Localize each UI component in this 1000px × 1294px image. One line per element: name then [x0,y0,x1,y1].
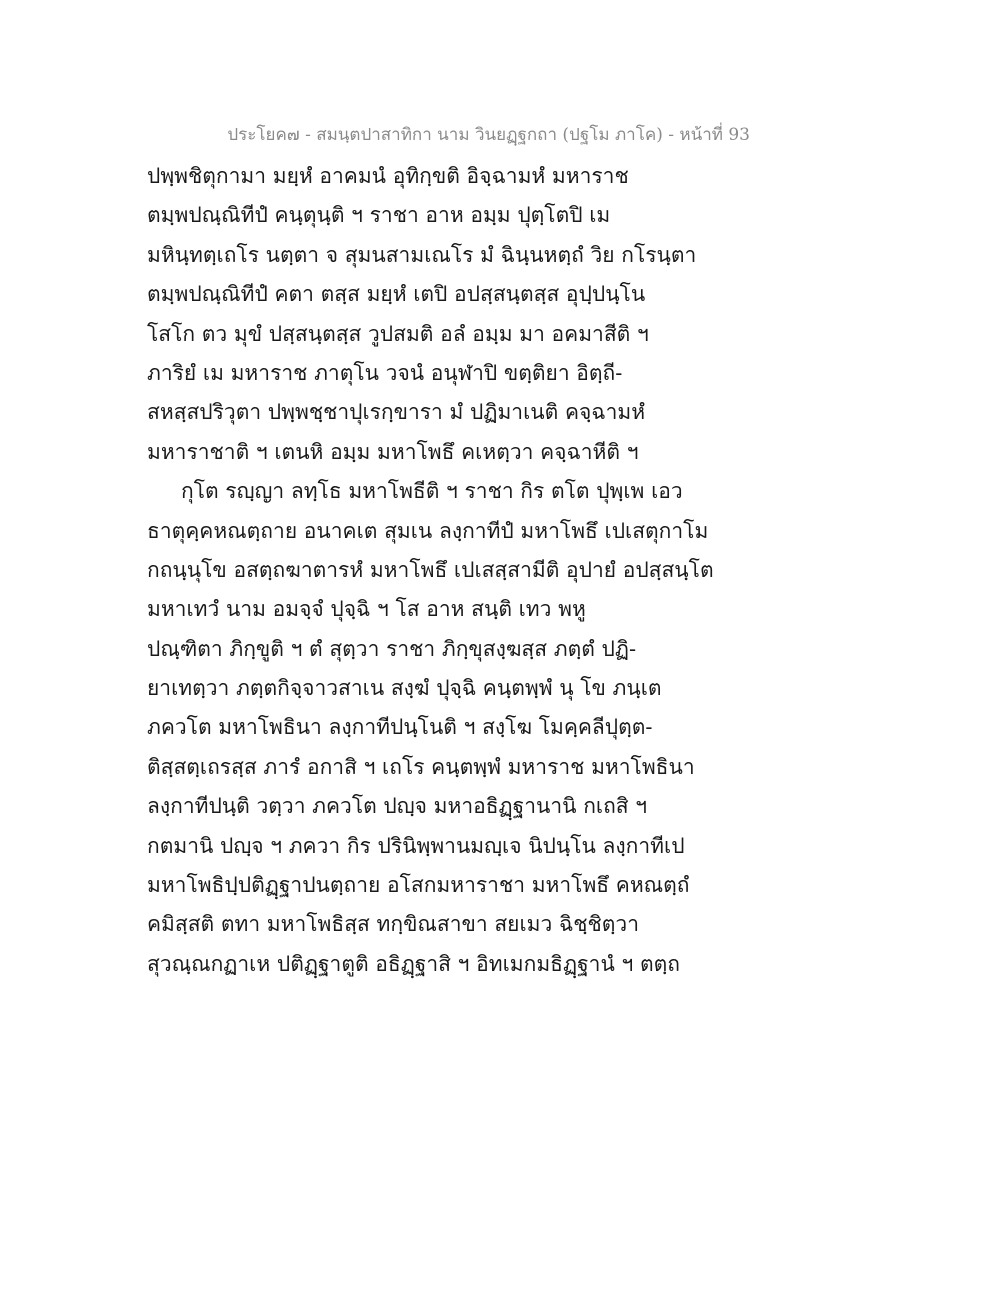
body-text [147,157,714,984]
text-line-17: ลงฺกาทีปนฺติ วตฺวา ภควโต ปญฺจ มหาอธิฏฺฐานานิ กเถสิ ฯ [147,794,648,819]
text-line-3: มหินฺทตฺเถโร นตฺตา จ สุมนสามเณโร มํ ฉินฺนหตฺถํ วิย กโรนฺตา [147,242,697,267]
text-line-11: กถนฺนุโข อสตฺถฆาตารหํ มหาโพธึ เปเสสฺสามีติ อุปายํ อปสฺสนฺโต [147,557,714,582]
text-line-14: ยาเทตฺวา ภตฺตกิจฺจาวสาเน สงฺฆํ ปุจฺฉิ คนฺตพฺพํ นุ โข ภนฺเต [147,676,662,701]
text-line-4: ตมฺพปณฺณิทีปํ คตา ตสฺส มยฺหํ เตปิ อปสฺสนฺตสฺส อุปฺปนฺโน [147,282,646,307]
text-line-13: ปณฺฑิตา ภิกฺขูติ ฯ ตํ สุตฺวา ราชา ภิกฺขุสงฺฆสฺส ภตฺตํ ปฏิ- [147,636,637,661]
text-line-8: มหาราชาติ ฯ เตนหิ อมฺม มหาโพธึ คเหตฺวา คจฺฉาหีติ ฯ [147,439,639,464]
text-line-7: สหสฺสปริวุตา ปพฺพชฺชาปุเรกฺขารา มํ ปฏิมาเนติ คจฺฉามหํ [147,400,646,425]
text-line-18: กตมานิ ปญฺจ ฯ ภควา กิร ปรินิพฺพานมญฺเจ นิปนฺโน ลงฺกาทีเป [147,833,685,858]
text-line-16: ติสฺสตฺเถรสฺส ภารํ อกาสิ ฯ เถโร คนฺตพฺพํ มหาราช มหาโพธินา [147,754,695,779]
paragraph-start-line: กุโต รญฺญา ลทฺโธ มหาโพธีติ ฯ ราชา กิร ตโต ปุพฺเพ เอว [181,479,683,504]
text-line-20: คมิสฺสติ ตทา มหาโพธิสฺส ทกฺขิณสาขา สยเมว ฉิชฺชิตฺวา [147,912,639,937]
text-line-12: มหาเทวํ นาม อมจฺจํ ปุจฺฉิ ฯ โส อาห สนฺติ เทว พหู [147,597,586,622]
text-line-21: สุวณฺณกฏาเห ปติฏฺฐาตูติ อธิฏฺฐาสิ ฯ อิทเมกมธิฏฺฐานํ ฯ ตตฺถ [147,951,680,976]
text-line-10: ธาตุคฺคหณตฺถาย อนาคเต สุมเน ลงฺกาทีปํ มหาโพธึ เปเสตุกาโม [147,518,709,543]
running-header: ประโยค๗ - สมนฺตปาสาทิกา นาม วินยฏฺฐกถา (ปฐโม ภาโค) - หน้าที่ 93 [227,125,750,145]
text-line-1: ปพฺพชิตุกามา มยฺหํ อาคมนํ อุทิกฺขติ อิจฺฉามหํ มหาราช [147,164,629,188]
text-line-5: โสโก ตว มุขํ ปสฺสนฺตสฺส วูปสมติ อลํ อมฺม มา อคมาสีติ ฯ [147,321,649,346]
text-line-19: มหาโพธิปฺปติฏฺฐาปนตฺถาย อโสกมหาราชา มหาโพธึ คหณตฺถํ [147,873,690,898]
text-line-6: ภาริยํ เม มหาราช ภาตุโน วจนํ อนุฬาปิ ขตฺติยา อิตฺถี- [147,360,623,385]
text-line-15: ภควโต มหาโพธินา ลงฺกาทีปนฺโนติ ฯ สงฺโฆ โมคฺคลีปุตฺต- [147,715,653,740]
text-line-2: ตมฺพปณฺณิทีปํ คนฺตุนฺติ ฯ ราชา อาห อมฺม ปุตฺโตปิ เม [147,203,611,228]
